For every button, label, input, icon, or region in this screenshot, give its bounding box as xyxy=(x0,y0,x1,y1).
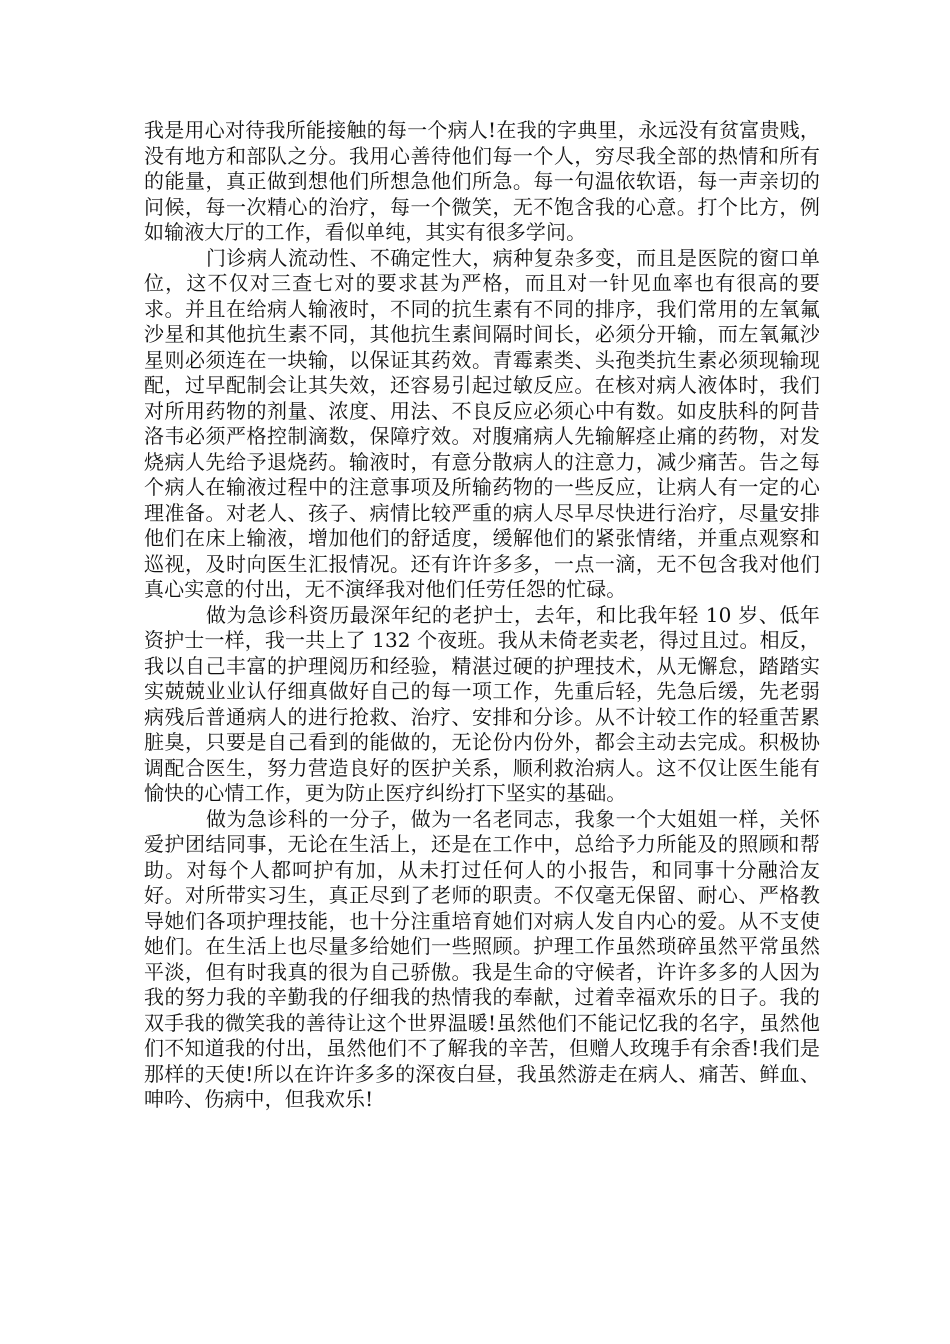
paragraph-4: 做为急诊科的一分子，做为一名老同志，我象一个大姐姐一样，关怀爱护团结同事，无论在生活上，还是在工作中，总给予力所能及的照顾和帮助。对每个人都呵护有加，从未打过任何人的小报告，和同事十分融洽友好。对所带实习生，真正尽到了老师的职责。不仅毫无保留、耐心、严格教导她们各项护理技能，也十分注重培育她们对病人发自内心的爱。从不支使她们。在生活上也尽量多给她们一些照顾。护理工作虽然琐碎虽然平常虽然平淡，但有时我真的很为自己骄傲。我是生命的守候者，许许多多的人因为我的努力我的辛勤我的仔细我的热情我的奉献，过着幸福欢乐的日子。我的双手我的微笑我的善待让这个世界温暖!虽然他们不能记忆我的名字，虽然他们不知道我的付出，虽然他们不了解我的辛苦，但赠人玫瑰手有余香!我们是那样的天使!所以在许许多多的深夜白昼，我虽然游走在病人、痛苦、鲜血、呻吟、伤病中，但我欢乐! xyxy=(144,806,820,1111)
paragraph-2: 门诊病人流动性、不确定性大，病种复杂多变，而且是医院的窗口单位，这不仅对三查七对的要求甚为严格，而且对一针见血率也有很高的要求。并且在给病人输液时，不同的抗生素有不同的排序，我们常用的左氧氟沙星和其他抗生素不同，其他抗生素间隔时间长，必须分开输，而左氧氟沙星则必须连在一块输，以保证其药效。青霉素类、头孢类抗生素必须现输现配，过早配制会让其失效，还容易引起过敏反应。在核对病人液体时，我们对所用药物的剂量、浓度、用法、不良反应必须心中有数。如皮肤科的阿昔洛韦必须严格控制滴数，保障疗效。对腹痛病人先输解痉止痛的药物，对发烧病人先给予退烧药。输液时，有意分散病人的注意力，减少痛苦。告之每个病人在输液过程中的注意事项及所输药物的一些反应，让病人有一定的心理准备。对老人、孩子、病情比较严重的病人尽早尽快进行治疗，尽量安排他们在床上输液，增加他们的舒适度，缓解他们的紧张情绪，并重点观察和巡视，及时向医生汇报情况。还有许许多多，一点一滴，无不包含我对他们真心实意的付出，无不演绎我对他们任劳任怨的忙碌。 xyxy=(144,245,820,601)
document-body xyxy=(144,118,820,1113)
paragraph-1: 我是用心对待我所能接触的每一个病人!在我的字典里，永远没有贫富贵贱，没有地方和部队之分。我用心善待他们每一个人，穷尽我全部的热情和所有的能量，真正做到想他们所想急他们所急。每一句温依软语，每一声亲切的问候，每一次精心的治疗，每一个微笑，无不饱含我的心意。打个比方，例如输液大厅的工作，看似单纯，其实有很多学问。 xyxy=(144,118,820,244)
paragraph-3: 做为急诊科资历最深年纪的老护士，去年，和比我年轻 10 岁、低年资护士一样，我一共上了 132 个夜班。我从未倚老卖老，得过且过。相反，我以自己丰富的护理阅历和经验，精湛过硬的护理技术，从无懈怠，踏踏实实兢兢业业认仔细真做好自己的每一项工作，先重后轻，先急后缓，先老弱病残后普通病人的进行抢救、治疗、安排和分诊。从不计较工作的轻重苦累脏臭，只要是自己看到的能做的，无论份内份外，都会主动去完成。积极协调配合医生，努力营造良好的医护关系，顺利救治病人。这不仅让医生能有愉快的心情工作，更为防止医疗纠纷打下坚实的基础。 xyxy=(144,602,820,805)
